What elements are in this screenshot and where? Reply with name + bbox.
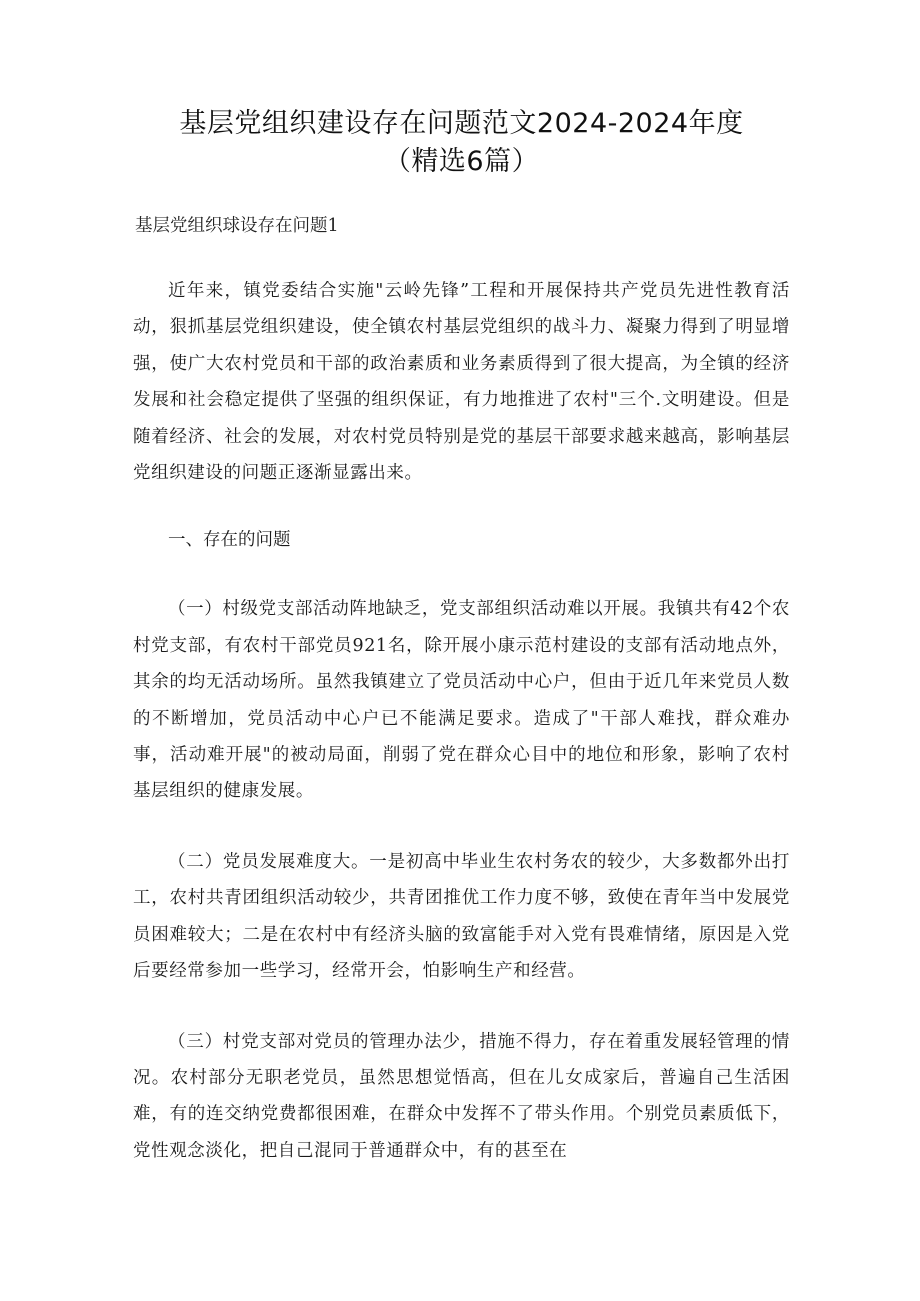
paragraph-problem-2: （二）党员发展难度大。一是初高中毕业生农村务农的较少，大多数都外出打工，农村共青团组织活动较少，共青团推优工作力度不够，致使在青年当中发展党员困难较大；二是在农村中有经济头脑的致富能手对入党有畏难情绪，原因是入党后要经常参加一些学习，经常开会，怕影响生产和经营。 bbox=[133, 851, 790, 982]
document-subheading: 基层党组织球设存在问题1 bbox=[135, 216, 339, 236]
paragraph-problem-3: （三）村党支部对党员的管理办法少，措施不得力，存在着重发展轻管理的情况。农村部分无职老党员，虽然思想觉悟高，但在儿女成家后，普遍自己生活困难，有的连交纳党费都很困难，在群众中发挥不了带头作用。个别党员素质低下，党性观念淡化，把自己混同于普通群众中，有的甚至在 bbox=[133, 1031, 790, 1161]
intro-paragraph: 近年来，镇党委结合实施"云岭先锋”工程和开展保持共产党员先进性教育活动，狠抓基层党组织建设，使全镇农村基层党组织的战斗力、凝聚力得到了明显增强，使广大农村党员和干部的政治素质和业务素质得到了很大提高，为全镇的经济发展和社会稳定提供了坚强的组织保证，有力地推进了农村"三个.文明建设。但是随着经济、社会的发展，对农村党员特别是党的基层干部要求越来越高，影响基层党组织建设的问题正逐渐显露出来。 bbox=[133, 281, 790, 484]
section-heading: 一、存在的问题 bbox=[168, 530, 291, 551]
paragraph-problem-1: （一）村级党支部活动阵地缺乏，党支部组织活动难以开展。我镇共有42个农村党支部，有农村干部党员921名，除开展小康示范村建设的支部有活动地点外，其余的均无活动场所。虽然我镇建立了党员活动中心户，但由于近几年来党员人数的不断增加，党员活动中心户已不能满足要求。造成了"干部人难找，群众难办事，活动难开展"的被动局面，削弱了党在群众心目中的地位和形象，影响了农村基层组织的健康发展。 bbox=[133, 599, 790, 802]
document-title: 基层党组织建设存在问题范文2024-2024年度（精选6篇） bbox=[179, 108, 744, 177]
